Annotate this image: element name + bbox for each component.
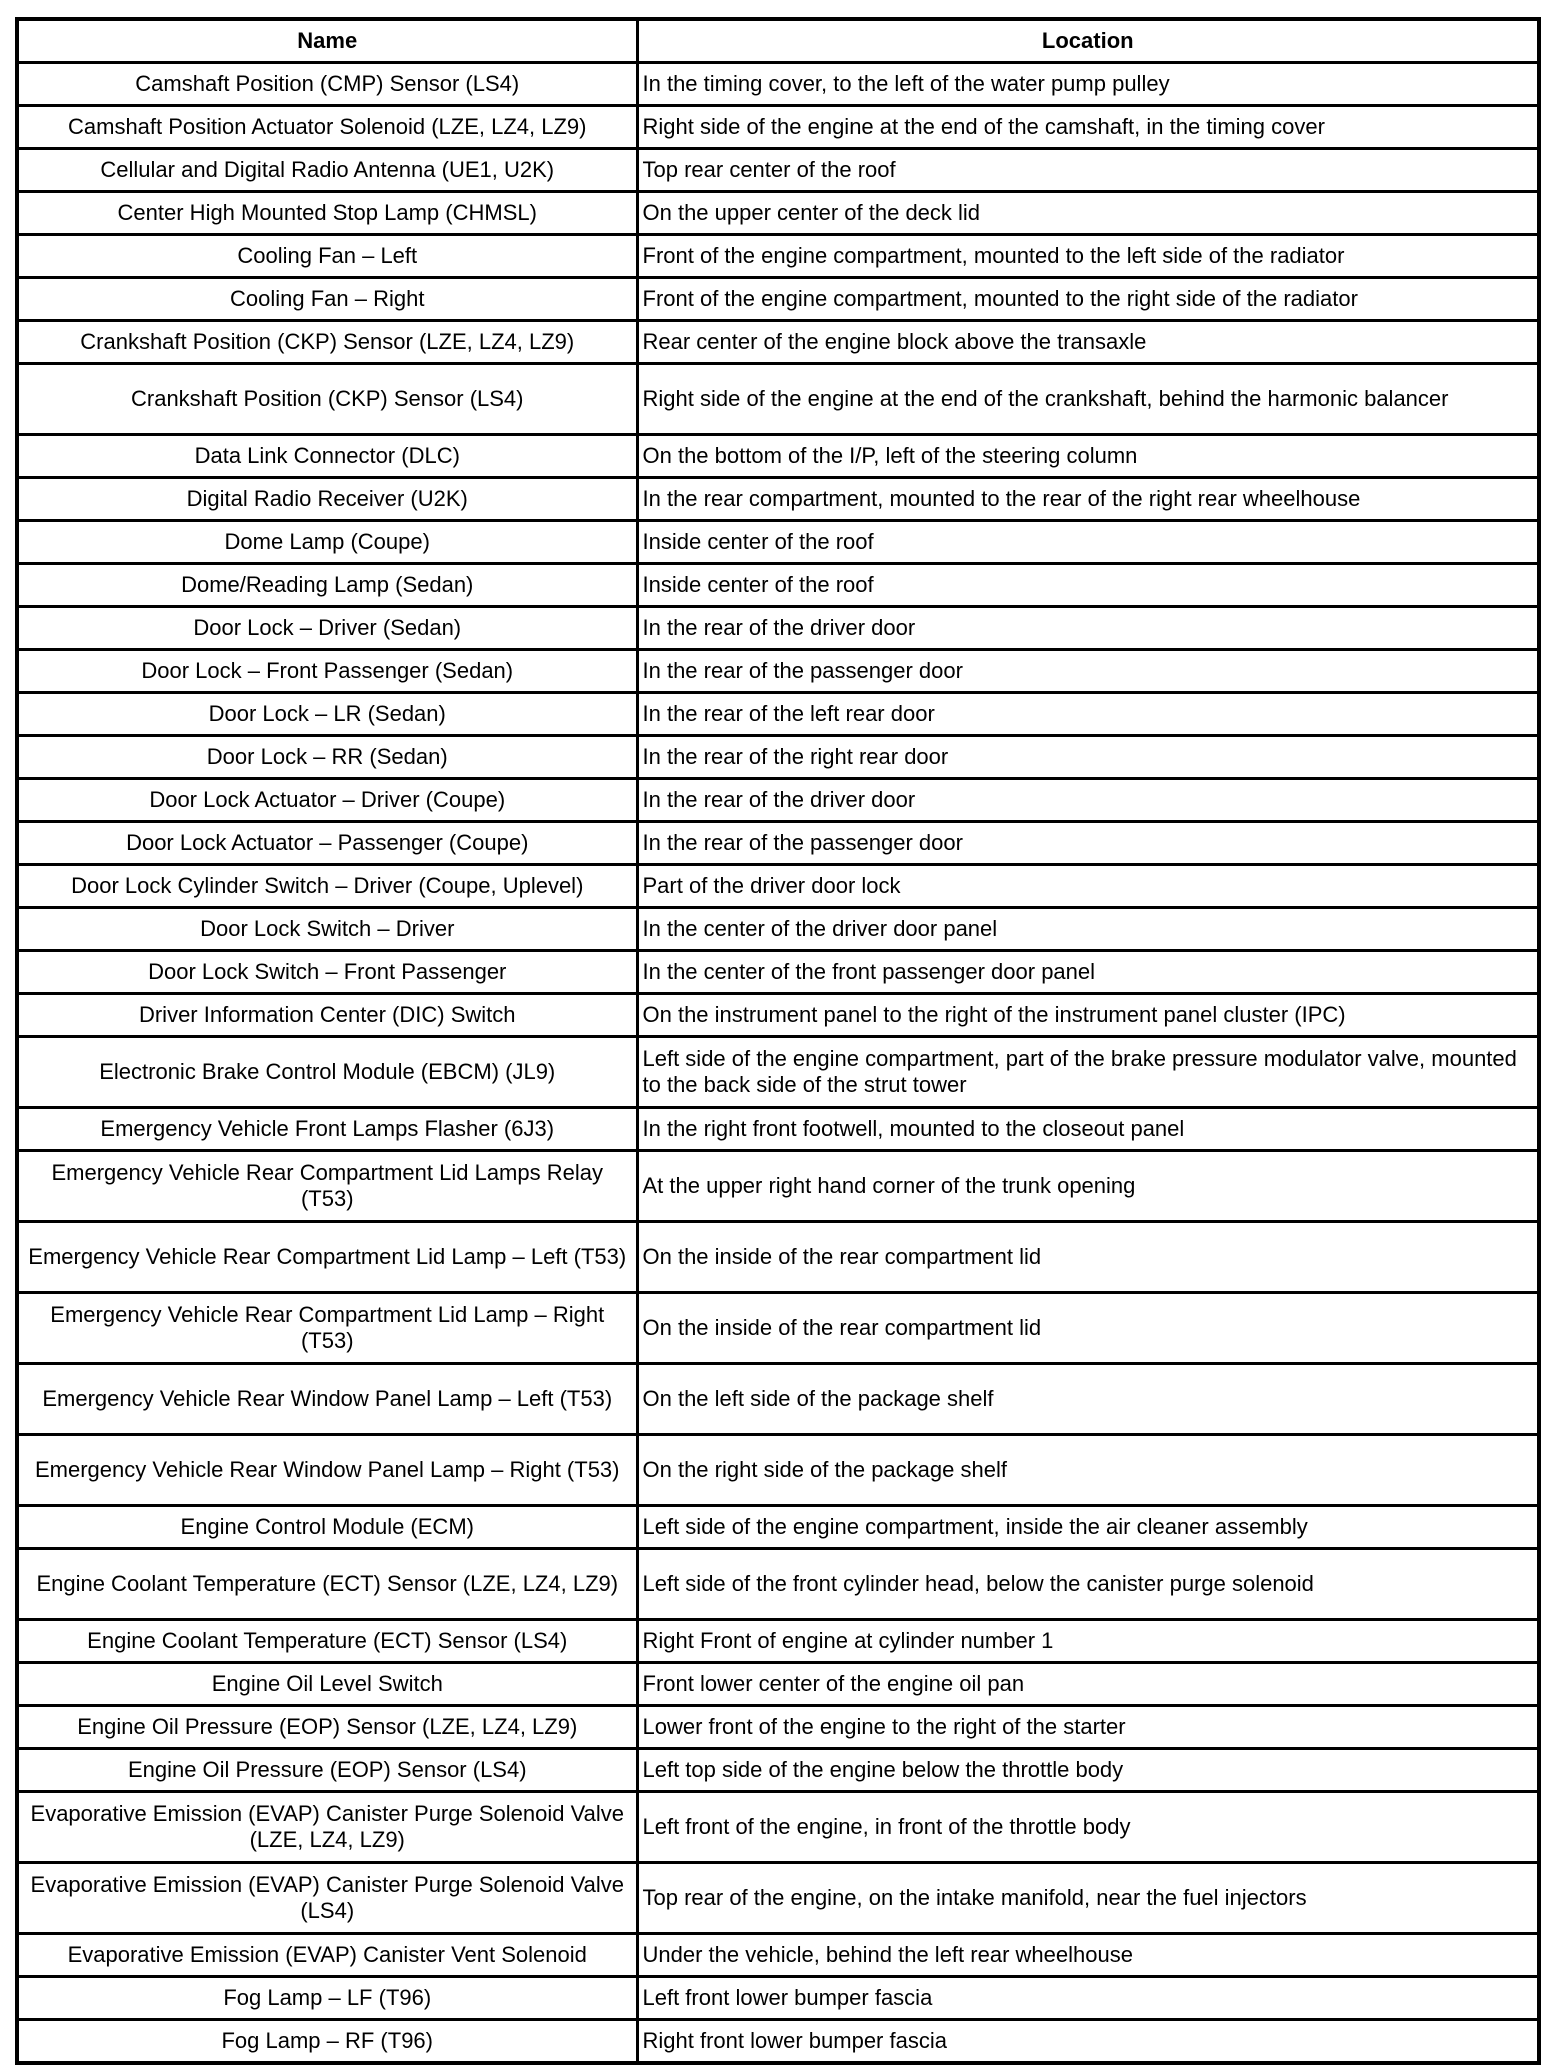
component-location: Right side of the engine at the end of the crankshaft, behind the harmonic balancer <box>637 364 1539 435</box>
component-name: Evaporative Emission (EVAP) Canister Purge Solenoid Valve (LS4) <box>17 1863 637 1934</box>
component-name: Door Lock – LR (Sedan) <box>17 693 637 736</box>
component-name: Door Lock – Driver (Sedan) <box>17 607 637 650</box>
component-name: Emergency Vehicle Rear Compartment Lid Lamps Relay (T53) <box>17 1151 637 1222</box>
component-name: Door Lock – RR (Sedan) <box>17 736 637 779</box>
component-location: Under the vehicle, behind the left rear wheelhouse <box>637 1934 1539 1977</box>
component-name: Emergency Vehicle Front Lamps Flasher (6J3) <box>17 1108 637 1151</box>
component-location: On the left side of the package shelf <box>637 1364 1539 1435</box>
component-location: Right front lower bumper fascia <box>637 2020 1539 2064</box>
component-location: Rear center of the engine block above the transaxle <box>637 321 1539 364</box>
component-location: In the rear compartment, mounted to the rear of the right rear wheelhouse <box>637 478 1539 521</box>
header-row <box>17 19 1539 63</box>
component-name: Door Lock – Front Passenger (Sedan) <box>17 650 637 693</box>
table-row <box>17 865 1539 908</box>
component-location: Part of the driver door lock <box>637 865 1539 908</box>
component-name: Evaporative Emission (EVAP) Canister Purge Solenoid Valve (LZE, LZ4, LZ9) <box>17 1792 637 1863</box>
table-row <box>17 192 1539 235</box>
component-location: Left side of the engine compartment, inside the air cleaner assembly <box>637 1506 1539 1549</box>
component-location: In the center of the driver door panel <box>637 908 1539 951</box>
component-location: Front of the engine compartment, mounted to the left side of the radiator <box>637 235 1539 278</box>
table-row <box>17 564 1539 607</box>
component-location: Inside center of the roof <box>637 521 1539 564</box>
table-row <box>17 1549 1539 1620</box>
component-name: Engine Oil Pressure (EOP) Sensor (LZE, LZ4, LZ9) <box>17 1706 637 1749</box>
table-body <box>17 63 1539 2064</box>
component-location: Inside center of the roof <box>637 564 1539 607</box>
table-row <box>17 779 1539 822</box>
table-row <box>17 321 1539 364</box>
component-location: In the rear of the passenger door <box>637 650 1539 693</box>
table-row <box>17 1863 1539 1934</box>
component-name: Electronic Brake Control Module (EBCM) (JL9) <box>17 1037 637 1108</box>
component-location: At the upper right hand corner of the trunk opening <box>637 1151 1539 1222</box>
component-name: Camshaft Position (CMP) Sensor (LS4) <box>17 63 637 106</box>
component-name: Engine Control Module (ECM) <box>17 1506 637 1549</box>
table-row <box>17 693 1539 736</box>
table-row <box>17 736 1539 779</box>
table-row <box>17 1108 1539 1151</box>
component-location: On the right side of the package shelf <box>637 1435 1539 1506</box>
header-name: Name <box>17 19 637 63</box>
table-row <box>17 278 1539 321</box>
component-name: Digital Radio Receiver (U2K) <box>17 478 637 521</box>
table-row <box>17 235 1539 278</box>
component-name: Door Lock Actuator – Driver (Coupe) <box>17 779 637 822</box>
component-name: Emergency Vehicle Rear Window Panel Lamp – Left (T53) <box>17 1364 637 1435</box>
component-name: Emergency Vehicle Rear Window Panel Lamp – Right (T53) <box>17 1435 637 1506</box>
component-name: Data Link Connector (DLC) <box>17 435 637 478</box>
component-location: Front lower center of the engine oil pan <box>637 1663 1539 1706</box>
component-name: Emergency Vehicle Rear Compartment Lid Lamp – Right (T53) <box>17 1293 637 1364</box>
table-row <box>17 149 1539 192</box>
component-locations-table <box>15 17 1541 2065</box>
component-location: In the rear of the right rear door <box>637 736 1539 779</box>
table-row <box>17 1934 1539 1977</box>
table-row <box>17 1364 1539 1435</box>
table-row <box>17 1151 1539 1222</box>
component-name: Dome Lamp (Coupe) <box>17 521 637 564</box>
component-location: Left side of the engine compartment, part of the brake pressure modulator valve, mounted to the back side of the strut tower <box>637 1037 1539 1108</box>
component-location: Front of the engine compartment, mounted to the right side of the radiator <box>637 278 1539 321</box>
component-name: Emergency Vehicle Rear Compartment Lid Lamp – Left (T53) <box>17 1222 637 1293</box>
table-row <box>17 1663 1539 1706</box>
table-row <box>17 908 1539 951</box>
table-row <box>17 435 1539 478</box>
component-name: Driver Information Center (DIC) Switch <box>17 994 637 1037</box>
component-location: In the rear of the driver door <box>637 779 1539 822</box>
component-location: On the instrument panel to the right of the instrument panel cluster (IPC) <box>637 994 1539 1037</box>
component-name: Center High Mounted Stop Lamp (CHMSL) <box>17 192 637 235</box>
component-name: Cooling Fan – Left <box>17 235 637 278</box>
table-row <box>17 364 1539 435</box>
table-row <box>17 650 1539 693</box>
table-row <box>17 1792 1539 1863</box>
table-row <box>17 1620 1539 1663</box>
table-row <box>17 478 1539 521</box>
component-name: Engine Coolant Temperature (ECT) Sensor (LZE, LZ4, LZ9) <box>17 1549 637 1620</box>
table-row <box>17 951 1539 994</box>
component-location: In the center of the front passenger door panel <box>637 951 1539 994</box>
table-row <box>17 521 1539 564</box>
table-row <box>17 822 1539 865</box>
component-location: In the rear of the left rear door <box>637 693 1539 736</box>
component-name: Door Lock Switch – Front Passenger <box>17 951 637 994</box>
component-name: Fog Lamp – RF (T96) <box>17 2020 637 2064</box>
component-name: Dome/Reading Lamp (Sedan) <box>17 564 637 607</box>
component-location: In the timing cover, to the left of the water pump pulley <box>637 63 1539 106</box>
table-row <box>17 2020 1539 2064</box>
table-row <box>17 1037 1539 1108</box>
component-name: Door Lock Switch – Driver <box>17 908 637 951</box>
component-name: Door Lock Cylinder Switch – Driver (Coupe, Uplevel) <box>17 865 637 908</box>
table-row <box>17 106 1539 149</box>
component-location: In the rear of the passenger door <box>637 822 1539 865</box>
table-row <box>17 1222 1539 1293</box>
table-row <box>17 1749 1539 1792</box>
component-name: Evaporative Emission (EVAP) Canister Vent Solenoid <box>17 1934 637 1977</box>
component-location: On the upper center of the deck lid <box>637 192 1539 235</box>
component-name: Engine Coolant Temperature (ECT) Sensor (LS4) <box>17 1620 637 1663</box>
component-location: Top rear of the engine, on the intake manifold, near the fuel injectors <box>637 1863 1539 1934</box>
table-row <box>17 1435 1539 1506</box>
component-location: Top rear center of the roof <box>637 149 1539 192</box>
table-row <box>17 63 1539 106</box>
component-location: Right Front of engine at cylinder number 1 <box>637 1620 1539 1663</box>
component-name: Door Lock Actuator – Passenger (Coupe) <box>17 822 637 865</box>
component-location: Left front of the engine, in front of the throttle body <box>637 1792 1539 1863</box>
component-name: Engine Oil Pressure (EOP) Sensor (LS4) <box>17 1749 637 1792</box>
header-location: Location <box>637 19 1539 63</box>
component-location: On the bottom of the I/P, left of the steering column <box>637 435 1539 478</box>
table-row <box>17 1293 1539 1364</box>
component-name: Cellular and Digital Radio Antenna (UE1, U2K) <box>17 149 637 192</box>
table-row <box>17 1506 1539 1549</box>
component-location: Lower front of the engine to the right of the starter <box>637 1706 1539 1749</box>
component-location: On the inside of the rear compartment lid <box>637 1222 1539 1293</box>
component-location: In the right front footwell, mounted to the closeout panel <box>637 1108 1539 1151</box>
component-location: Left side of the front cylinder head, below the canister purge solenoid <box>637 1549 1539 1620</box>
component-location: On the inside of the rear compartment lid <box>637 1293 1539 1364</box>
component-name: Cooling Fan – Right <box>17 278 637 321</box>
component-location: Left top side of the engine below the throttle body <box>637 1749 1539 1792</box>
component-location: In the rear of the driver door <box>637 607 1539 650</box>
component-location: Left front lower bumper fascia <box>637 1977 1539 2020</box>
table-row <box>17 994 1539 1037</box>
component-name: Fog Lamp – LF (T96) <box>17 1977 637 2020</box>
component-location: Right side of the engine at the end of the camshaft, in the timing cover <box>637 106 1539 149</box>
table-row <box>17 1977 1539 2020</box>
component-name: Crankshaft Position (CKP) Sensor (LS4) <box>17 364 637 435</box>
component-name: Crankshaft Position (CKP) Sensor (LZE, LZ4, LZ9) <box>17 321 637 364</box>
component-name: Camshaft Position Actuator Solenoid (LZE, LZ4, LZ9) <box>17 106 637 149</box>
table-row <box>17 1706 1539 1749</box>
table-row <box>17 607 1539 650</box>
component-name: Engine Oil Level Switch <box>17 1663 637 1706</box>
